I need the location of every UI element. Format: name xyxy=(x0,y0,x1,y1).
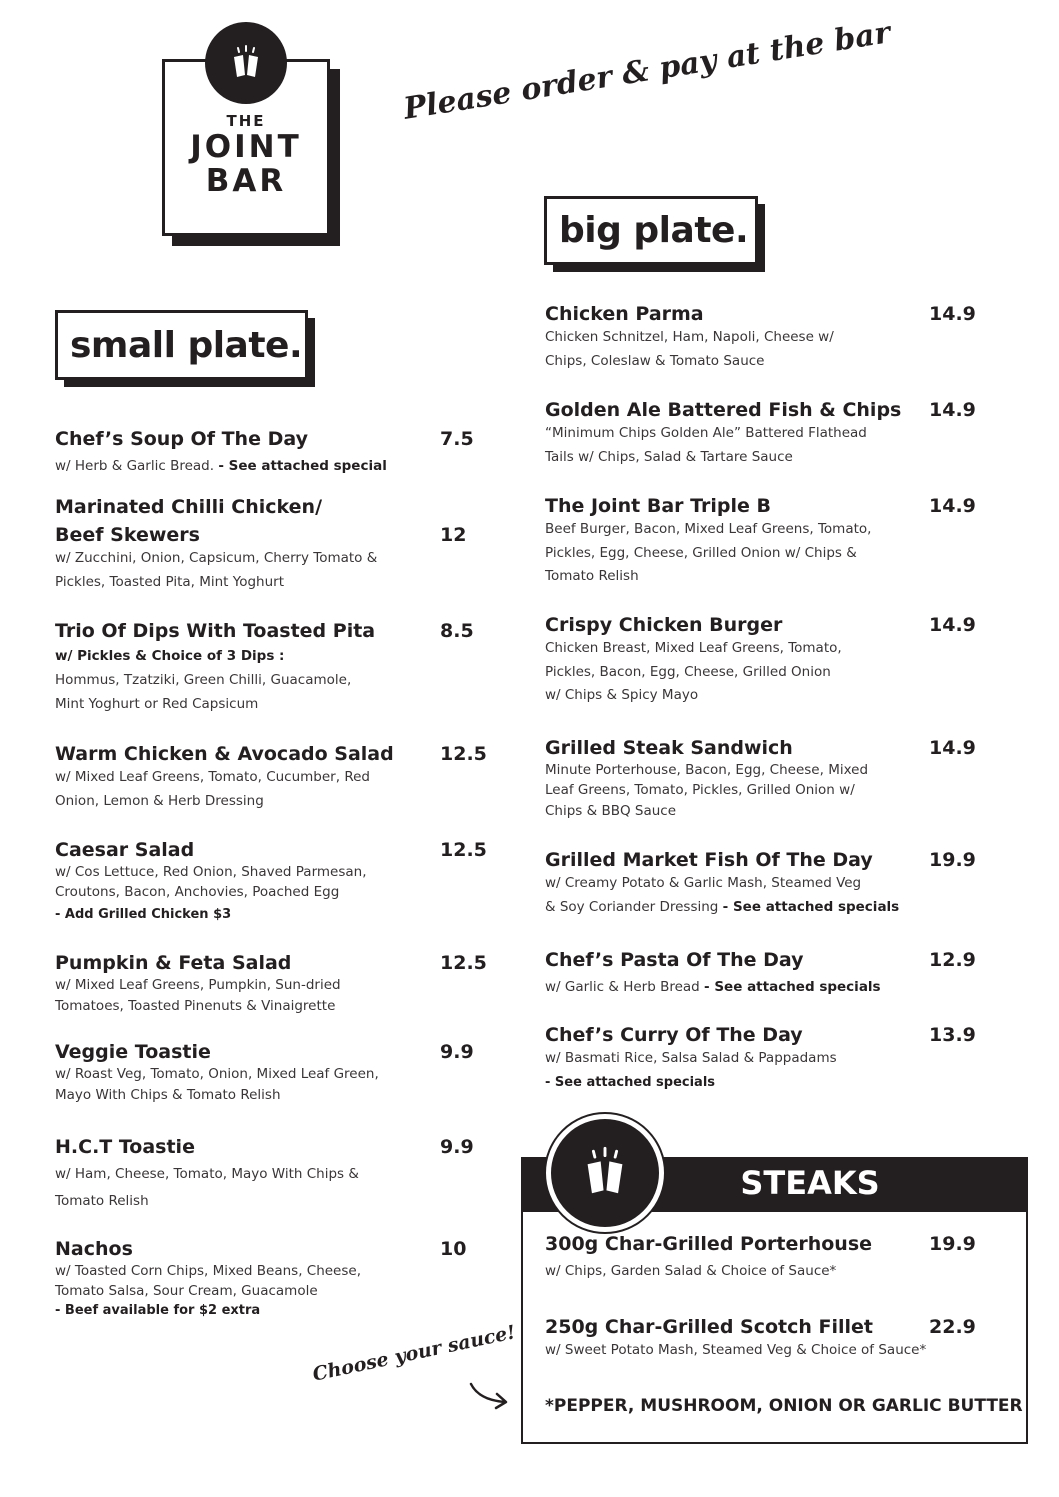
item-price: 7.5 xyxy=(440,428,474,450)
item-price: 14.9 xyxy=(929,399,976,421)
item-description: w/ Chips, Garden Salad & Choice of Sauce* xyxy=(545,1263,837,1279)
item-name: Golden Ale Battered Fish & Chips xyxy=(545,399,902,421)
menu-item xyxy=(55,495,485,594)
item-description-line2: Pickles, Egg, Cheese, Grilled Onion w/ Chips & xyxy=(545,544,857,561)
sauce-options: *PEPPER, MUSHROOM, ONION OR GARLIC BUTTER xyxy=(545,1396,1023,1416)
item-description: Chicken Schnitzel, Ham, Napoli, Cheese w/ xyxy=(545,329,834,345)
item-description: w/ Ham, Cheese, Tomato, Mayo With Chips & xyxy=(55,1166,359,1182)
menu-item xyxy=(55,1135,485,1215)
item-description: w/ Herb & Garlic Bread. - See attached special xyxy=(55,458,387,474)
menu-item xyxy=(55,1237,485,1321)
menu-item xyxy=(545,736,925,824)
logo-line-the: THE xyxy=(226,112,266,130)
item-description-line2: Croutons, Bacon, Anchovies, Poached Egg xyxy=(55,884,340,900)
item-price: 12.5 xyxy=(440,743,487,765)
item-name: Crispy Chicken Burger xyxy=(545,614,783,636)
item-description-line2: Tomatoes, Toasted Pinenuts & Vinaigrette xyxy=(55,998,336,1014)
item-name: Nachos xyxy=(55,1238,133,1260)
menu-item xyxy=(55,427,485,479)
item-price: 14.9 xyxy=(929,495,976,517)
menu-item xyxy=(545,848,925,919)
item-description: w/ Toasted Corn Chips, Mixed Beans, Cheese, xyxy=(55,1263,361,1279)
curved-arrow-icon xyxy=(467,1378,513,1412)
item-description-line2: Mint Yoghurt or Red Capsicum xyxy=(55,695,259,712)
item-description-line2: Tails w/ Chips, Salad & Tartare Sauce xyxy=(545,448,793,465)
menu-item xyxy=(545,613,925,708)
item-name: H.C.T Toastie xyxy=(55,1136,195,1158)
item-description: Hommus, Tzatziki, Green Chilli, Guacamole, xyxy=(55,672,352,688)
cheers-glasses-icon xyxy=(226,43,266,83)
big-plate-heading: big plate. xyxy=(544,196,758,265)
item-note: w/ Pickles & Choice of 3 Dips : xyxy=(55,648,285,664)
item-price: 19.9 xyxy=(929,1233,976,1255)
item-description-line2: Mayo With Chips & Tomato Relish xyxy=(55,1087,281,1103)
item-name: 250g Char-Grilled Scotch Fillet xyxy=(545,1316,874,1338)
item-name: Grilled Steak Sandwich xyxy=(545,737,793,759)
menu-item xyxy=(545,1315,985,1363)
item-price: 22.9 xyxy=(929,1316,976,1338)
menu-item xyxy=(545,398,925,469)
item-name: Marinated Chilli Chicken/ xyxy=(55,496,323,518)
item-price: 14.9 xyxy=(929,303,976,325)
item-price: 12.9 xyxy=(929,949,976,971)
item-description-line2: Tomato Salsa, Sour Cream, Guacamole xyxy=(55,1283,318,1299)
item-price: 19.9 xyxy=(929,849,976,871)
steaks-heading: STEAKS xyxy=(740,1164,880,1202)
logo-line-joint: JOINT xyxy=(190,129,302,165)
logo-badge xyxy=(205,22,287,104)
item-price: 12.5 xyxy=(440,952,487,974)
item-description-line2: Onion, Lemon & Herb Dressing xyxy=(55,792,264,809)
item-description-line3: w/ Chips & Spicy Mayo xyxy=(545,687,699,703)
menu-item xyxy=(545,948,925,1000)
item-name: Chef’s Curry Of The Day xyxy=(545,1024,803,1046)
menu-item xyxy=(55,742,485,813)
menu-item xyxy=(55,838,485,928)
logo-wordmark xyxy=(162,112,330,198)
item-price: 12.5 xyxy=(440,839,487,861)
item-description: “Minimum Chips Golden Ale” Battered Flathead xyxy=(545,425,867,441)
item-price: 10 xyxy=(440,1238,467,1260)
order-at-bar-tagline: Please order & pay at the bar xyxy=(401,15,893,127)
item-description: w/ Sweet Potato Mash, Steamed Veg & Choice of Sauce* xyxy=(545,1342,927,1358)
item-description: Chicken Breast, Mixed Leaf Greens, Tomato, xyxy=(545,640,842,656)
choose-sauce-note: Choose your sauce! xyxy=(310,1321,518,1386)
item-description-line2: Pickles, Bacon, Egg, Cheese, Grilled Onion xyxy=(545,663,831,680)
item-description-line2: Tomato Relish xyxy=(55,1193,149,1209)
item-description: w/ Mixed Leaf Greens, Pumpkin, Sun-dried xyxy=(55,977,341,993)
item-name: Warm Chicken & Avocado Salad xyxy=(55,743,394,765)
menu-item xyxy=(545,494,925,589)
item-name: Caesar Salad xyxy=(55,839,195,861)
logo-line-bar: BAR xyxy=(205,163,287,199)
menu-item xyxy=(545,1232,925,1284)
menu-item xyxy=(55,619,485,716)
menu-item xyxy=(545,1023,925,1094)
item-name: Chef’s Soup Of The Day xyxy=(55,428,308,450)
item-note: - See attached specials xyxy=(704,979,881,995)
item-name: Chicken Parma xyxy=(545,303,704,325)
cheers-glasses-icon xyxy=(576,1144,634,1202)
item-price: 8.5 xyxy=(440,620,474,642)
item-price: 14.9 xyxy=(929,614,976,636)
item-description: w/ Roast Veg, Tomato, Onion, Mixed Leaf Green, xyxy=(55,1066,379,1082)
item-description-line2: Pickles, Toasted Pita, Mint Yoghurt xyxy=(55,573,285,590)
item-name: Pumpkin & Feta Salad xyxy=(55,952,292,974)
menu-item xyxy=(55,1040,485,1108)
item-description: Minute Porterhouse, Bacon, Egg, Cheese, Mixed xyxy=(545,762,869,778)
item-name-line2: Beef Skewers xyxy=(55,524,200,546)
item-description: w/ Creamy Potato & Garlic Mash, Steamed Veg xyxy=(545,875,862,891)
item-note: - See attached special xyxy=(218,458,387,474)
item-description: w/ Garlic & Herb Bread - See attached specials xyxy=(545,979,881,995)
item-name: 300g Char-Grilled Porterhouse xyxy=(545,1233,873,1255)
item-price: 9.9 xyxy=(440,1136,474,1158)
small-plate-heading: small plate. xyxy=(55,310,308,380)
item-description: Beef Burger, Bacon, Mixed Leaf Greens, Tomato, xyxy=(545,521,872,537)
item-price: 14.9 xyxy=(929,737,976,759)
item-price: 13.9 xyxy=(929,1024,976,1046)
item-description: w/ Basmati Rice, Salsa Salad & Pappadams xyxy=(545,1050,837,1066)
item-description-line2: Leaf Greens, Tomato, Pickles, Grilled Onion w/ xyxy=(545,782,855,798)
item-note: - See attached specials xyxy=(545,1074,716,1090)
item-description-line2: & Soy Coriander Dressing - See attached specials xyxy=(545,898,900,915)
item-name: Grilled Market Fish Of The Day xyxy=(545,849,873,871)
item-description: w/ Mixed Leaf Greens, Tomato, Cucumber, Red xyxy=(55,769,370,785)
item-name: Veggie Toastie xyxy=(55,1041,211,1063)
item-description: w/ Zucchini, Onion, Capsicum, Cherry Tomato & xyxy=(55,550,378,566)
item-price: 9.9 xyxy=(440,1041,474,1063)
item-note: - Add Grilled Chicken $3 xyxy=(55,907,232,922)
item-name: Trio Of Dips With Toasted Pita xyxy=(55,620,376,642)
item-description: w/ Cos Lettuce, Red Onion, Shaved Parmesan, xyxy=(55,864,367,880)
item-description-line3: Tomato Relish xyxy=(545,568,639,584)
steaks-badge xyxy=(546,1114,664,1232)
item-note: - See attached specials xyxy=(722,898,900,915)
item-name: The Joint Bar Triple B xyxy=(545,495,771,517)
menu-item xyxy=(545,302,925,373)
item-description-line3: Chips & BBQ Sauce xyxy=(545,803,677,819)
item-description-line2: Chips, Coleslaw & Tomato Sauce xyxy=(545,352,765,369)
item-price: 12 xyxy=(440,524,467,546)
menu-item xyxy=(55,951,485,1019)
item-note: - Beef available for $2 extra xyxy=(55,1303,261,1318)
item-name: Chef’s Pasta Of The Day xyxy=(545,949,804,971)
